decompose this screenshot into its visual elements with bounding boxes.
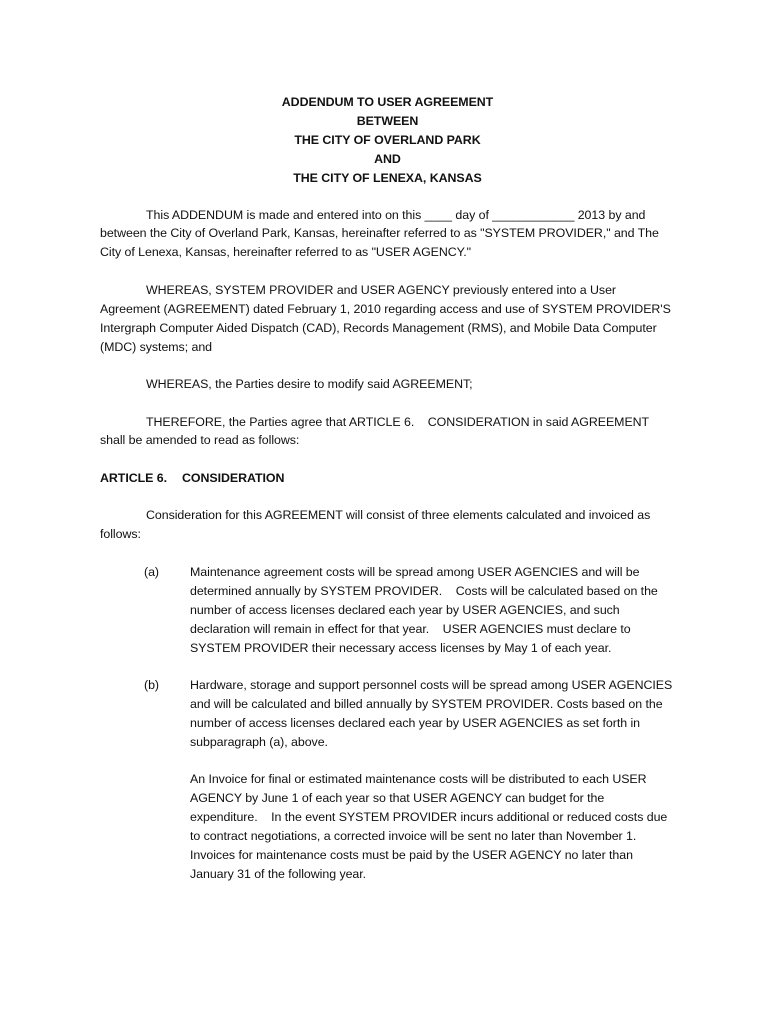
title-line-5: THE CITY OF LENEXA, KANSAS	[293, 170, 482, 185]
title-line-2: BETWEEN	[356, 113, 419, 128]
list-item-a	[100, 563, 675, 658]
list-item-b	[100, 676, 675, 752]
title-line-4: AND	[374, 151, 401, 166]
document-title	[100, 93, 675, 188]
whereas-paragraph-2: WHEREAS, the Parties desire to modify said AGREEMENT;	[146, 377, 473, 392]
invoice-paragraph: An Invoice for final or estimated maintenance costs will be distributed to each USER AGENCY by June 1 of each year so that USER AGENCY can budget for the expenditure. In the event SYSTEM PROVIDER incurs additional or reduced costs due to contract negotiations, a corrected invoice will be sent no later than November 1. Invoices for maintenance costs must be paid by the USER AGENCY no later than January 31 of the following year.	[190, 772, 671, 881]
list-item-label: (a)	[144, 564, 159, 579]
list-item-label: (b)	[144, 678, 159, 692]
list-item-text: Maintenance agreement costs will be spread among USER AGENCIES and will be determined annually by SYSTEM PROVIDER. Costs will be calculated based on the number of access licenses declared each year by USER AGENCIES, and such declaration will remain in effect for that year. USER AGENCIES must declare to SYSTEM PROVIDER their necessary access licenses by May 1 of each year.	[190, 564, 662, 655]
therefore-paragraph: THEREFORE, the Parties agree that ARTICLE 6. CONSIDERATION in said AGREEMENT shall be amended to read as follows:	[100, 414, 653, 448]
article-intro-paragraph: Consideration for this AGREEMENT will consist of three elements calculated and invoiced as follows:	[100, 508, 651, 542]
document-body	[100, 93, 675, 884]
list-item-text: Hardware, storage and support personnel costs will be spread among USER AGENCIES and will be calculated and billed annually by SYSTEM PROVIDER. Costs based on the number of access licenses declared each year by USER AGENCIES as set forth in subparagraph (a), above.	[190, 678, 673, 749]
intro-paragraph: This ADDENDUM is made and entered into on this ____ day of ____________ 2013 by and between the City of Overland Park, Kansas, hereinafter referred to as "SYSTEM PROVIDER," and The City of Lenexa, Kansas, hereinafter referred to as "USER AGENCY."	[100, 207, 659, 260]
article-number: ARTICLE 6.	[100, 470, 167, 485]
article-heading	[100, 469, 675, 488]
title-line-3: THE CITY OF OVERLAND PARK	[294, 132, 481, 147]
title-line-1: ADDENDUM TO USER AGREEMENT	[281, 95, 494, 109]
whereas-paragraph-1: WHEREAS, SYSTEM PROVIDER and USER AGENCY previously entered into a User Agreement (AGREEMENT) dated February 1, 2010 regarding access and use of SYSTEM PROVIDER'S Intergraph Computer Aided Dispatch (CAD), Records Management (RMS), and Mobile Data Computer (MDC) systems; and	[100, 282, 671, 354]
article-title: CONSIDERATION	[182, 470, 285, 485]
